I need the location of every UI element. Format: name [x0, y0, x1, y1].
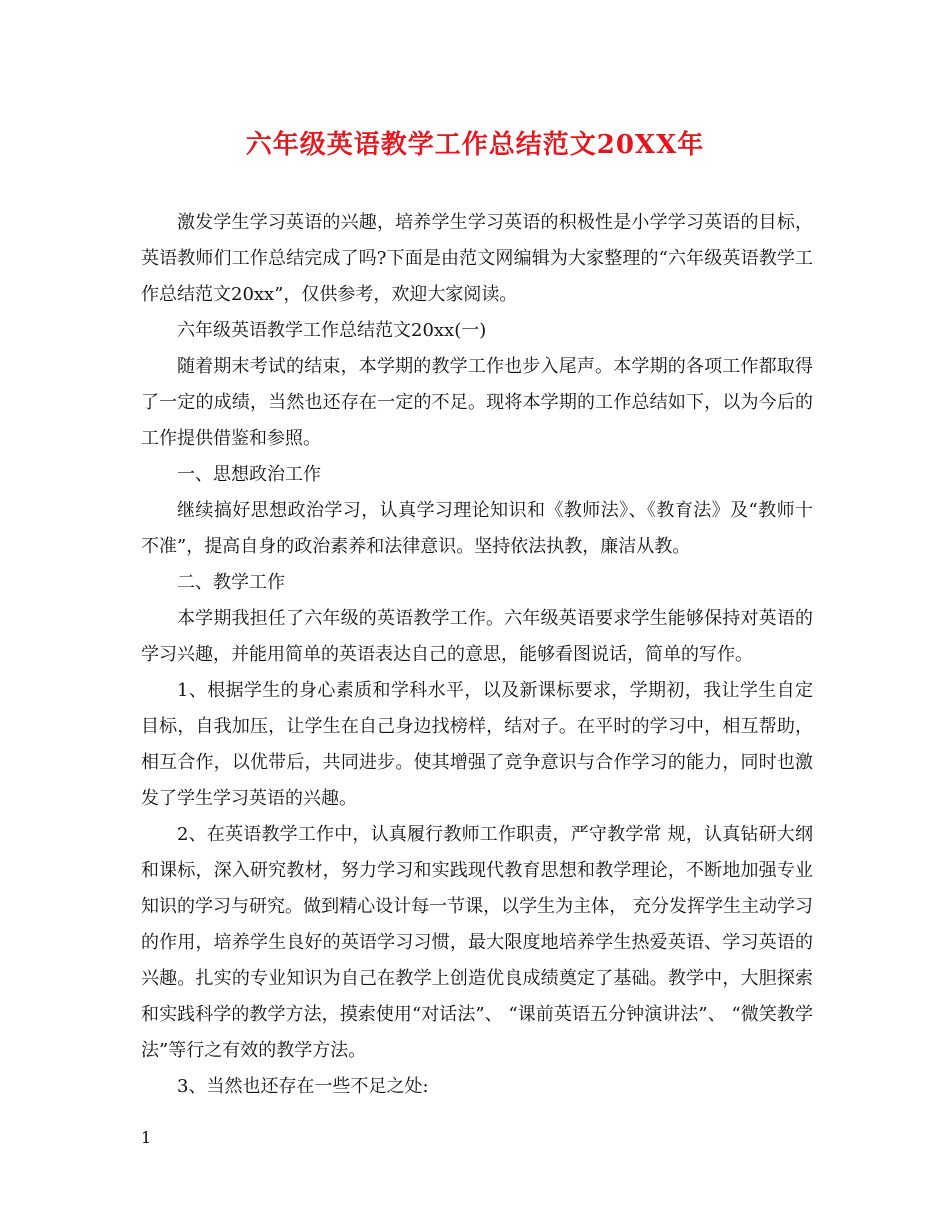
paragraph-teaching-work: 本学期我担任了六年级的英语教学工作。六年级英语要求学生能够保持对英语的学习兴趣，并能用简单的英语表达自己的意思，能够看图说话，简单的写作。	[141, 608, 813, 665]
paragraph-intro: 激发学生学习英语的兴趣，培养学生学习英语的积极性是小学学习英语的目标，英语教师们工作总结完成了吗?下面是由范文网编辑为大家整理的“六年级英语教学工作总结范文20xx”，仅供参考，欢迎大家阅读。	[141, 212, 813, 305]
document-title: 六年级英语教学工作总结范文20XX年	[245, 130, 705, 160]
paragraph-item-2: 2、在英语教学工作中，认真履行教师工作职责，严守教学常 规，认真钻研大纲和课标，深入研究教材，努力学习和实践现代教育思想和教学理论，不断地加强专业知识的学习与研究。做到精心设计每一节课，以学生为主体， 充分发挥学生主动学习的作用，培养学生良好的英语学习习惯，最大限度地培养学生热爱英语、学习英语的兴趣。扎实的专业知识为自己在教学上创造优良成绩奠定了基础。教学中，大胆探索和实践科学的教学方法，摸索使用“对话法”、 “课前英语五分钟演讲法”、 “微笑教学法”等行之有效的教学方法。	[141, 824, 813, 1061]
paragraph-item-3: 3、当然也还存在一些不足之处:	[177, 1076, 429, 1097]
heading-political-work: 一、思想政治工作	[177, 464, 321, 485]
paragraph-overview: 随着期末考试的结束，本学期的教学工作也步入尾声。本学期的各项工作都取得了一定的成绩，当然也还存在一定的不足。现将本学期的工作总结如下，以为今后的工作提供借鉴和参照。	[141, 356, 813, 449]
page-number: 1	[141, 1128, 152, 1147]
heading-teaching-work: 二、教学工作	[177, 572, 285, 593]
paragraph-item-1: 1、根据学生的身心素质和学科水平，以及新课标要求，学期初，我让学生自定目标，自我加压，让学生在自己身边找榜样，结对子。在平时的学习中，相互帮助，相互合作，以优带后，共同进步。使其增强了竞争意识与合作学习的能力，同时也激发了学生学习英语的兴趣。	[141, 680, 813, 809]
document-body	[141, 205, 813, 1105]
paragraph-political-work: 继续搞好思想政治学习，认真学习理论知识和《教师法》、《教育法》及“教师十不准”，提高自身的政治素养和法律意识。坚持依法执教，廉洁从教。	[141, 500, 813, 557]
section-heading-part-one: 六年级英语教学工作总结范文20xx(一)	[177, 320, 487, 341]
